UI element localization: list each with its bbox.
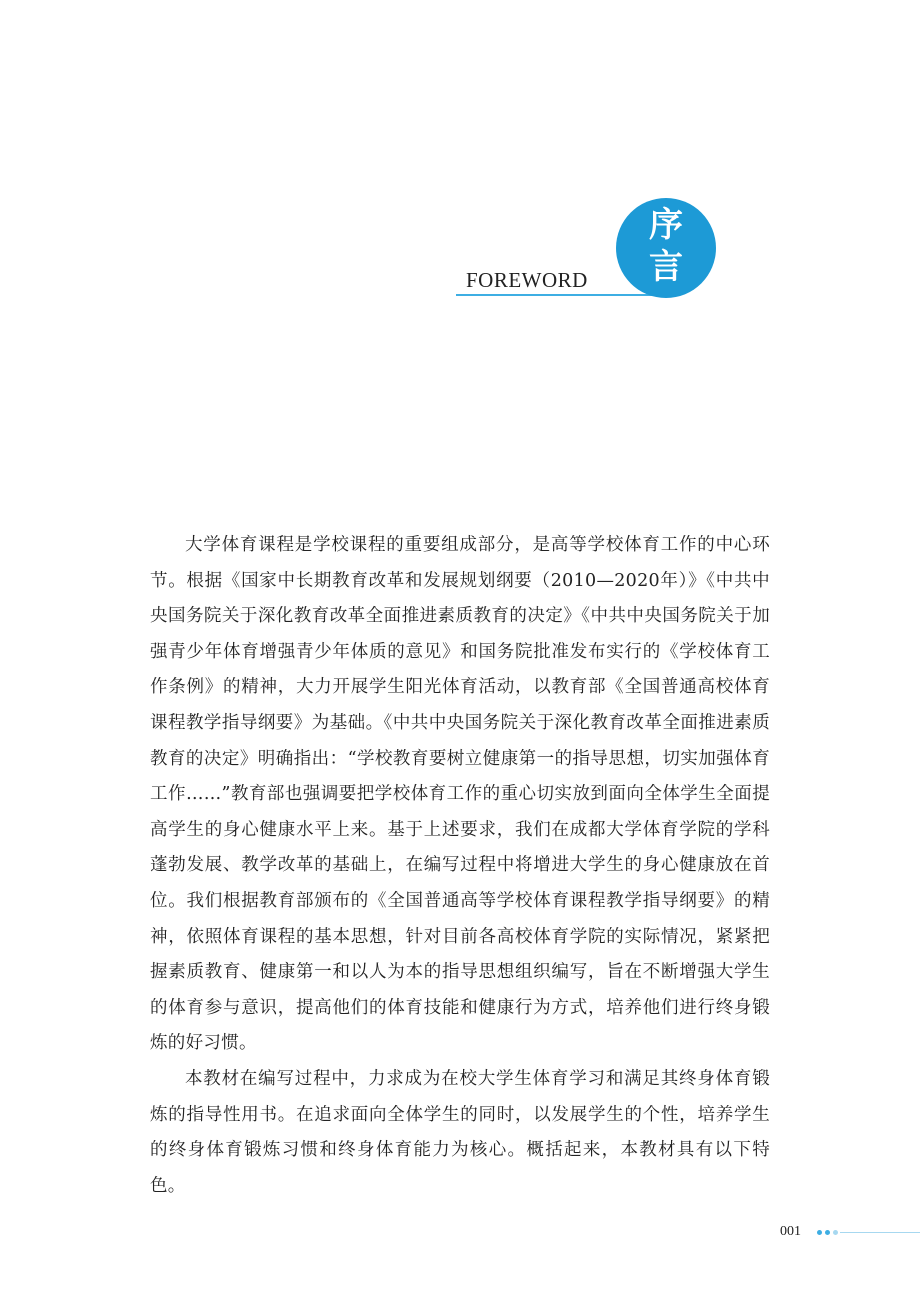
heading-chinese-line1: 序 xyxy=(649,205,683,245)
foreword-body xyxy=(150,528,770,1204)
heading-underline xyxy=(456,294,666,296)
paragraph-2: 本教材在编写过程中，力求成为在校大学生体育学习和满足其终身体育锻炼的指导性用书。在追求面向全体学生的同时，以发展学生的个性，培养学生的终身体育锻炼习惯和终身体育能力为核心。概括起来，本教材具有以下特色。 xyxy=(150,1068,770,1196)
heading-english: FOREWORD xyxy=(466,268,588,292)
footer-rule xyxy=(840,1232,920,1233)
footer-dots-ornament xyxy=(817,1230,838,1235)
paragraph-1: 大学体育课程是学校课程的重要组成部分，是高等学校体育工作的中心环节。根据《国家中长期教育改革和发展规划纲要（2010—2020年）》《中共中央国务院关于深化教育改革全面推进素质教育的决定》《中共中央国务院关于加强青少年体育增强青少年体质的意见》和国务院批准发布实行的《学校体育工作条例》的精神，大力开展学生阳光体育活动，以教育部《全国普通高校体育课程教学指导纲要》为基础。《中共中央国务院关于深化教育改革全面推进素质教育的决定》明确指出：“学校教育要树立健康第一的指导思想，切实加强体育工作……”教育部也强调要把学校体育工作的重心切实放到面向全体学生全面提高学生的身心健康水平上来。基于上述要求，我们在成都大学体育学院的学科蓬勃发展、教学改革的基础上，在编写过程中将增进大学生的身心健康放在首位。我们根据教育部颁布的《全国普通高等学校体育课程教学指导纲要》的精神，依照体育课程的基本思想，针对目前各高校体育学院的实际情况，紧紧把握素质教育、健康第一和以人为本的指导思想组织编写，旨在不断增强大学生的体育参与意识，提高他们的体育技能和健康行为方式，培养他们进行终身锻炼的好习惯。 xyxy=(150,535,770,1054)
footer-dot xyxy=(825,1230,830,1235)
page-number: 001 xyxy=(780,1224,801,1239)
heading-chinese-line2: 言 xyxy=(649,247,683,287)
foreword-heading xyxy=(456,198,726,302)
footer-dot xyxy=(833,1230,838,1235)
heading-chinese xyxy=(616,204,716,288)
page-footer xyxy=(780,1224,920,1244)
footer-dot xyxy=(817,1230,822,1235)
